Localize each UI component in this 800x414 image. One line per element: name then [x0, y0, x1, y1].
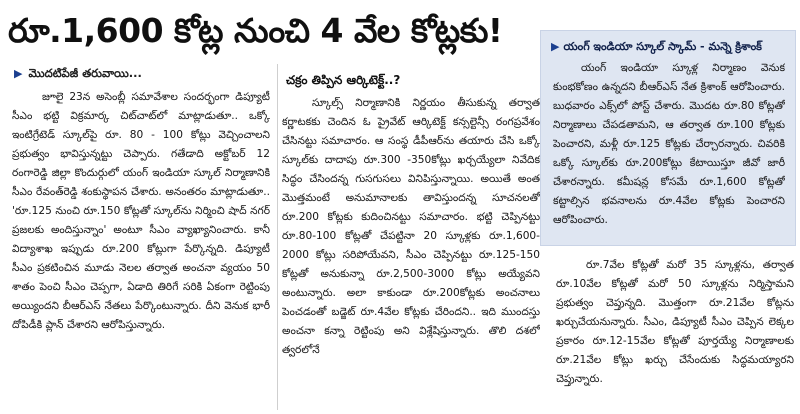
column-divider	[277, 64, 278, 410]
sidebar-box-title-text: యంగ్ ఇండియా స్కూల్ స్కామ్ - మన్నె క్రిశాంక్	[563, 40, 762, 53]
kicker-label: మొదటిపేజీ తరువాయి...	[28, 66, 142, 80]
article-column-1	[12, 88, 270, 410]
column-2-text: స్కూల్స్ నిర్మాణానికి నిర్ణయం తీసుకున్న తర్వాత కర్ణాటకకు చెందిన ఓ ప్రైవేట్ ఆర్కిటెక్ట్ కన్సల్టెన్సీ రంగప్రవేశం చేసినట్టు సమాచారం. ఆ సంస్థ డీపీఆర్‌ను తయారు చేసి ఒక్కో స్కూల్‌కు దాదాపు రూ.300 -350కోట్లు ఖర్చయ్యేలా నివేదిక సిద్ధం చేసిందన్న గుసగుసలు వినిపిస్తున్నాయి. అయితే అంత మొత్తమంటే అనుమానాలకు తావిస్తుందన్న సూచనలతో రూ.200 కోట్లకు కుదించినట్టు సమాచారం. భట్టి చెప్పినట్టు రూ.80-100 కోట్లతో చేపట్టినా 20 స్కూళ్లకు రూ.1,600-2000 కోట్లు సరిపోయేవని, సీఎం చెప్పినట్టు రూ.125-150 కోట్లతో అనుకున్నా రూ.2,500-3000 కోట్లు అయ్యేవని అంటున్నారు. అలా కాకుండా రూ.200కోట్లకు అంచనాలు పెంచడంతో బడ్జెట్ రూ.4వేల కోట్లకు చేరిందని.. ఇది ముందస్తు అంచనా కన్నా రెట్టింపు అని విశ్లేషిస్తున్నారు. తొలి దశలో త్వరలోనే	[282, 97, 540, 356]
column-1-text: జూలై 23న అసెంబ్లీ సమావేశాల సందర్భంగా డిప్యూటీ సీఎం భట్టి విక్రమార్క చిట్‌చాట్‌లో మాట్లాడుతూ.. ఒక్కో ఇంటిగ్రేటెడ్ స్కూల్‌పై రూ. 80 - 100 కోట్లు వెచ్చించాలని ప్రభుత్వం భావిస్తున్నట్టు చెప్పారు. గతేడాది అక్టోబర్ 12 రంగారెడ్డి జిల్లా కొందుర్గులో యంగ్ ఇండియా స్కూల్ నిర్మాణానికి సీఎం రేవంత్‌రెడ్డి శంకుస్థాపన చేశారు. అనంతరం మాట్లాడుతూ.. 'రూ.125 నుంచి రూ.150 కోట్లతో స్కూల్‌ను నిర్మించి షాద్ నగర్ ప్రజలకు అందిస్తున్నాం' అంటూ సీఎం వ్యాఖ్యానించారు. కానీ విద్యాశాఖ ఇప్పుడు రూ.200 కోట్లుగా పేర్కొన్నది. డిప్యూటీ సీఎం ప్రకటించిన మూడు నెలల తర్వాత అంచనా వ్యయం 50 శాతం పెంచి సీఎం చెప్పగా, ఏడాది తిరిగే సరికి ఏకంగా రెట్టింపు అయ్యిందని బీఆర్ఎస్ నేతలు పేర్కొంటున్నారు. దీని వెనుక భారీ దోపిడీకి ప్లాన్ చేశారని ఆరోపిస్తున్నారు.	[12, 91, 270, 331]
sidebar-box-text: యంగ్ ఇండియా స్కూళ్ల నిర్మాణం వెనుక కుంభకోణం ఉన్నదని బీఆర్ఎస్ నేత క్రిశాంక్ ఆరోపించారు. బుధవారం ఎక్స్‌లో పోస్ట్ చేశారు. మొదట రూ.80 కోట్లతో నిర్మాణాలు చేపడతామని, ఆ తర్వాత రూ.100 కోట్లకు పెంచారని, మళ్లీ రూ.125 కోట్లకు చేర్చారన్నారు. చివరికి ఒక్కో స్కూల్‌కు రూ.200కోట్లు కేటాయిస్తూ జీవో జారీ చేశారన్నారు. కమీషన్ల కోసమే రూ.1,600 కోట్లతో కట్టాల్సిన భవనాలను రూ.4వేల కోట్లకు పెంచారని ఆరోపించారు.	[553, 62, 785, 226]
sidebar-box-body	[553, 59, 785, 243]
section-subheading: చక్రం తిప్పిన ఆర్కిటెక్ట్..?	[286, 73, 401, 87]
article-column-3	[556, 256, 794, 410]
continuation-kicker	[14, 64, 142, 82]
triangle-bullet-icon: ▶	[14, 67, 23, 80]
sidebar-box	[540, 30, 796, 246]
article-column-2	[282, 94, 540, 410]
sidebar-box-title	[551, 37, 787, 57]
triangle-bullet-icon: ▶	[551, 40, 560, 53]
page-title: రూ.1,600 కోట్ల నుంచి 4 వేల కోట్లకు!	[8, 11, 503, 50]
column-3-text: రూ.7వేల కోట్లతో మరో 35 స్కూళ్లను, తర్వాత రూ.10వేల కోట్లతో మరో 50 స్కూళ్లను నిర్మిస్తామని ప్రభుత్వం చెప్తున్నది. మొత్తంగా రూ.21వేల కోట్లను ఖర్చుచేయనున్నారు. సీఎం, డిప్యూటీ సీఎం చెప్పిన లెక్కల ప్రకారం రూ.12-15వేల కోట్లతో పూర్తయ్యే నిర్మాణాలకు రూ.21వేల కోట్లు ఖర్చు చేసేందుకు సిద్ధమయ్యారని చెప్తున్నారు.	[556, 259, 794, 385]
